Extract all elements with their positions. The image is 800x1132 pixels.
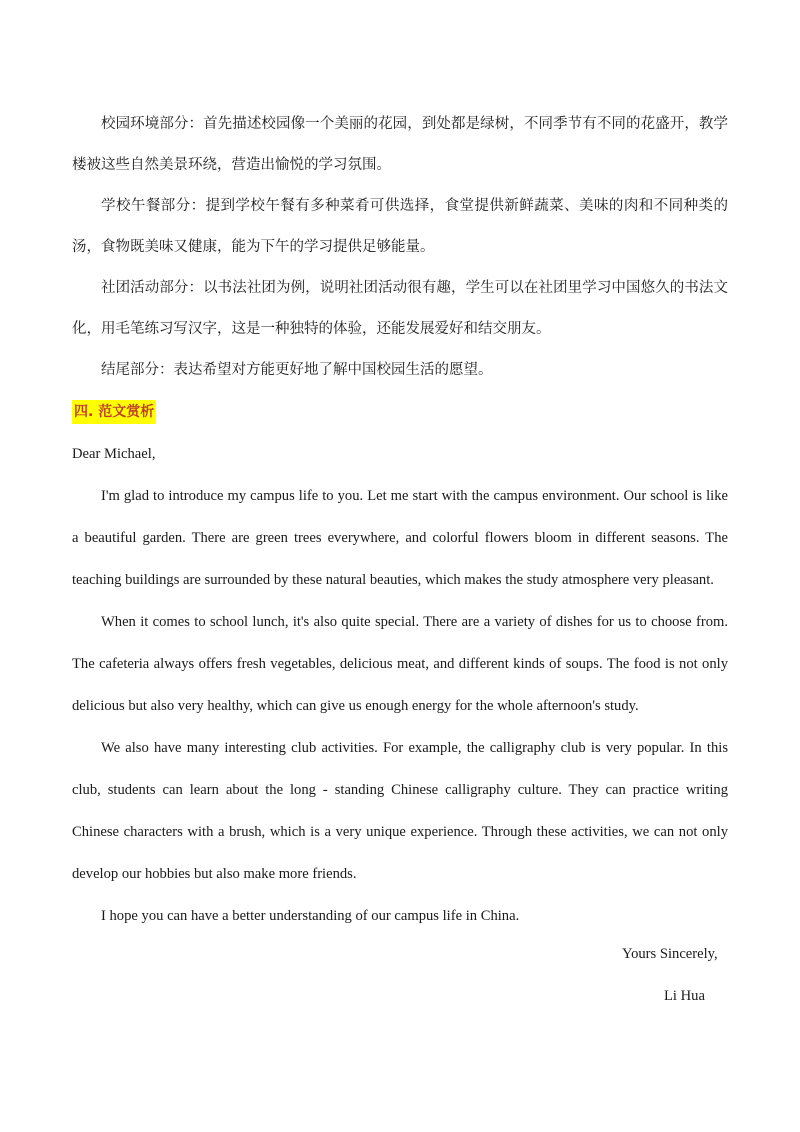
section-heading: 四. 范文赏析 bbox=[72, 400, 156, 424]
outline-ending: 结尾部分：表达希望对方能更好地了解中国校园生活的愿望。 bbox=[101, 362, 493, 378]
letter-paragraph-clubs: We also have many interesting club activities. For example, the calligraphy club is very popular. In this club, students can learn about the long - standing Chinese calligraphy culture. They can practice writing Chinese characters with a brush, which is a very unique experience. Through these activities, we can not only develop our hobbies but also make more friends. bbox=[72, 740, 728, 882]
letter-paragraph-lunch: When it comes to school lunch, it's also quite special. There are a variety of dishes for us to choose from. The cafeteria always offers fresh vegetables, delicious meat, and different kinds of soups. The food is not only delicious but also very healthy, which can give us enough energy for the whole afternoon's study. bbox=[72, 614, 728, 714]
letter-paragraph-ending: I hope you can have a better understanding of our campus life in China. bbox=[101, 908, 520, 924]
letter-signature: Li Hua bbox=[664, 988, 705, 1004]
outline-environment: 校园环境部分：首先描述校园像一个美丽的花园，到处都是绿树，不同季节有不同的花盛开，教学楼被这些自然美景环绕，营造出愉悦的学习氛围。 bbox=[72, 116, 728, 173]
letter-closing: Yours Sincerely, bbox=[622, 946, 718, 962]
letter-greeting: Dear Michael, bbox=[72, 446, 156, 462]
outline-lunch: 学校午餐部分：提到学校午餐有多种菜肴可供选择，食堂提供新鲜蔬菜、美味的肉和不同种类的汤，食物既美味又健康，能为下午的学习提供足够能量。 bbox=[72, 198, 728, 255]
section-heading-wrap bbox=[72, 393, 728, 431]
outline-clubs: 社团活动部分：以书法社团为例，说明社团活动很有趣，学生可以在社团里学习中国悠久的书法文化，用毛笔练习写汉字，这是一种独特的体验，还能发展爱好和结交朋友。 bbox=[72, 280, 728, 337]
letter-paragraph-environment: I'm glad to introduce my campus life to you. Let me start with the campus environment. Our school is like a beautiful garden. There are green trees everywhere, and colorful flowers bloom in different seasons. The teaching buildings are surrounded by these natural beauties, which makes the study atmosphere very pleasant. bbox=[72, 488, 728, 588]
